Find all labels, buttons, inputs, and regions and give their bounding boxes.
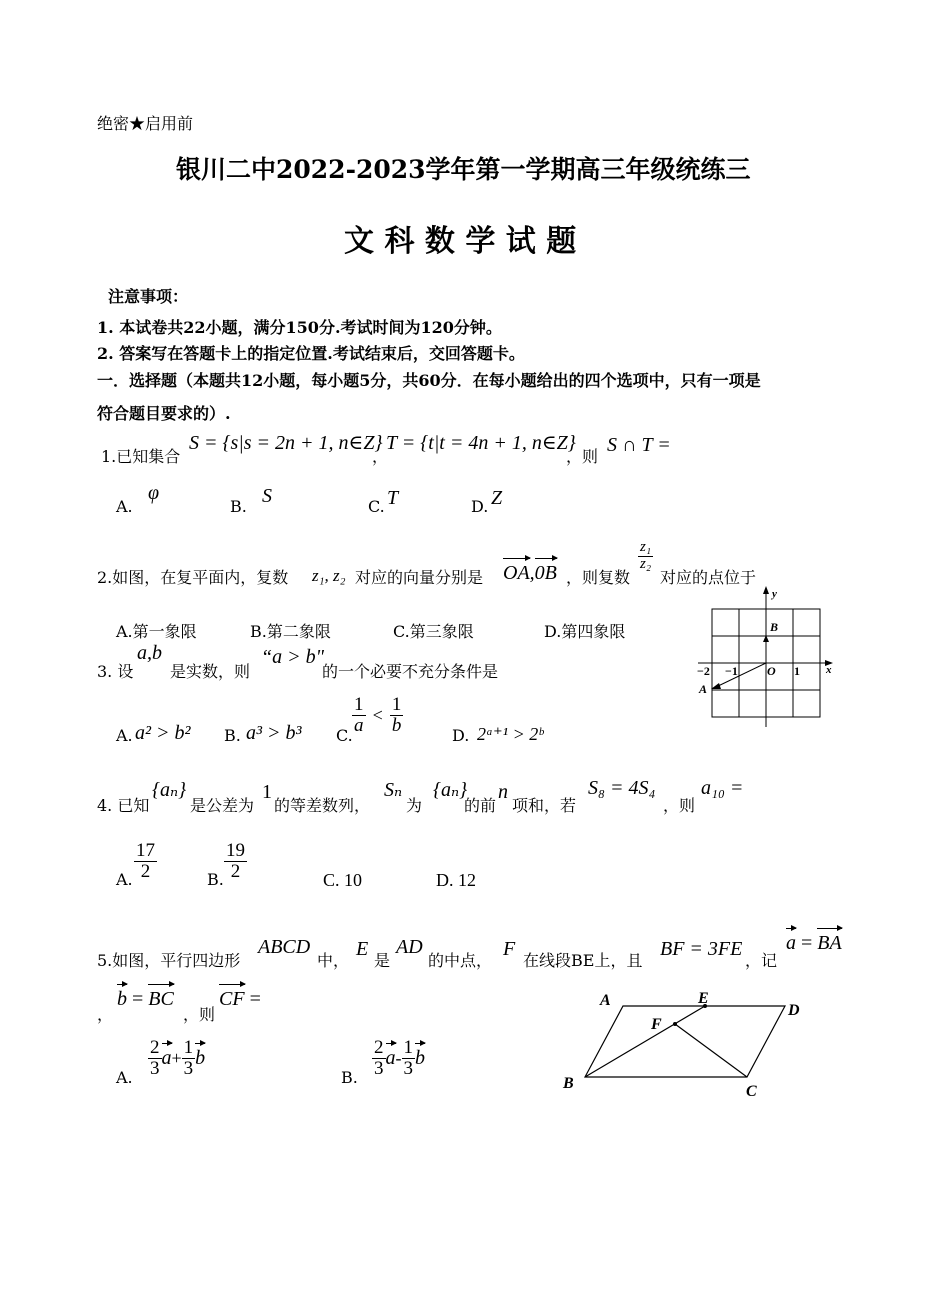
q4-b-den: 2: [230, 860, 241, 882]
section-1-line-1: 一．选择题（本题共12小题，每小题5分，共60分．在每小题给出的四个选项中，只有一项是: [97, 371, 761, 390]
q5-prefix: 5.如图，平行四边形: [97, 951, 241, 970]
q5-a-n1: 2: [150, 1037, 160, 1058]
q4-sequence-2: {aₙ}: [433, 779, 468, 801]
q2-complex-plane-figure: [690, 585, 840, 735]
q5-ad: AD: [396, 936, 423, 958]
q2-suffix: 对应的点位于: [660, 568, 757, 587]
q5-parallelogram-figure: [555, 985, 825, 1100]
q2-mid: 对应的向量分别是: [355, 568, 484, 587]
q5-mid-4: 在线段BE上，且: [523, 951, 643, 970]
q1-then: ，则: [566, 447, 599, 466]
q1-option-b-value: S: [262, 485, 272, 507]
q4-prefix: 4. 已知: [97, 796, 150, 815]
q2-point-b-label: B: [770, 620, 779, 634]
q5-a-vec-a: a: [162, 1043, 172, 1069]
q5-label-b: B: [563, 1075, 574, 1092]
q2-option-d: D.第四象限: [544, 622, 626, 641]
q3-option-d-label: D.: [452, 726, 470, 745]
section-1-line-2: 符合题目要求的）.: [97, 404, 231, 423]
q5-segment-fc: [675, 1024, 747, 1077]
q5-b-vec-a: a: [386, 1043, 396, 1069]
q2-prefix: 2.如图，在复平面内，复数: [97, 568, 289, 587]
q2-option-a: A.第一象限: [116, 622, 197, 641]
q1-option-d-value: Z: [491, 487, 503, 509]
q2-x-label: x: [826, 664, 832, 676]
q1-s-set: S = {s|s = 2n + 1, n∈Z}: [189, 432, 383, 454]
q3-vars: a,b: [137, 642, 162, 664]
q4-ask: a₁₀ =: [701, 777, 744, 799]
q5-ask: [219, 988, 261, 1011]
q2-fraction: [638, 540, 653, 573]
q1-option-a-value: φ: [148, 482, 160, 504]
q4-option-b-label: B.: [207, 870, 224, 889]
notice-heading: 注意事项：: [108, 287, 189, 306]
q4-mid-4: 的前: [464, 796, 497, 815]
q5-b-op: -: [395, 1047, 402, 1068]
q5-mid-2: 是: [374, 951, 391, 970]
q5-a-op: +: [171, 1047, 182, 1068]
q5-b-n2: 1: [403, 1037, 413, 1058]
q2-point-a-label: A: [699, 682, 708, 696]
q5-option-b-value: [372, 1038, 425, 1079]
q5-option-b-label: B.: [341, 1068, 358, 1087]
q5-ask-equals: =: [249, 988, 261, 1010]
q4-a-den: 2: [140, 860, 151, 882]
q5-a-vec-b: b: [195, 1043, 205, 1069]
q4-n: n: [498, 781, 508, 803]
q5-point-f: [673, 1022, 677, 1026]
q3-prefix: 3. 设: [97, 662, 134, 681]
q5-label-e: E: [698, 990, 709, 1007]
q5-b-d1: 3: [374, 1057, 384, 1079]
q1-ask: S ∩ T =: [607, 434, 671, 456]
q5-b-vec-b: b: [415, 1043, 425, 1069]
q3-c-num-2: 1: [391, 694, 402, 715]
secret-label: 绝密★启用前: [97, 114, 194, 133]
q5-comma-2: ，: [97, 1005, 114, 1024]
notice-item-2: 2. 答案写在答题卡上的指定位置.考试结束后，交回答题卡。: [97, 344, 525, 363]
q3-c-den-1: a: [354, 714, 364, 736]
q3-c-operator: <: [372, 704, 383, 725]
q4-option-a-value: [134, 841, 157, 882]
q5-label-a: A: [600, 992, 611, 1009]
q5-vector-cf: CF: [219, 984, 245, 1010]
q5-f: F: [503, 938, 516, 960]
q4-condition: S₈ = 4S₄: [588, 777, 656, 799]
q5-option-a-value: [148, 1038, 205, 1079]
q3-c-den-2: b: [391, 714, 402, 736]
q5-label-f: F: [651, 1016, 662, 1033]
q4-sn: Sₙ: [384, 779, 403, 801]
q1-option-a-label: A.: [116, 497, 133, 516]
q5-a-definition: [786, 932, 842, 955]
q5-vector-bc: BC: [148, 984, 174, 1010]
q5-b-equals: =: [132, 988, 144, 1010]
q2-vector-oa: OA: [503, 558, 530, 584]
q2-option-c: C.第三象限: [393, 622, 474, 641]
q3-option-b-value: a³ > b³: [246, 722, 302, 744]
q2-origin-label: O: [767, 664, 776, 678]
q4-common-difference: 1: [262, 781, 272, 803]
q5-parallelogram: [585, 1006, 785, 1077]
q2-y-label: y: [772, 588, 777, 600]
q3-option-a-label: A.: [116, 726, 133, 745]
q5-then: ，则: [183, 1005, 216, 1024]
q2-z-vars: z₁, z₂: [312, 566, 346, 585]
q4-sequence: {aₙ}: [152, 779, 187, 801]
q2-tick-neg1: −1: [725, 664, 738, 678]
q5-abcd: ABCD: [258, 936, 311, 958]
school-title: 银川二中2022-2023学年第一学期高三年级统练三: [176, 155, 751, 184]
q4-b-num: 19: [226, 840, 245, 861]
q4-option-d: D. 12: [436, 870, 476, 890]
q4-mid-3: 为: [406, 796, 423, 815]
q4-option-a-label: A.: [116, 870, 133, 889]
q3-option-a-value: a² > b²: [135, 722, 191, 744]
q3-suffix: 的一个必要不充分条件是: [322, 662, 499, 681]
q5-a-n2: 1: [183, 1037, 194, 1058]
q5-a-d2: 3: [183, 1057, 194, 1079]
q5-b-n1: 2: [374, 1037, 384, 1058]
q2-tick-1: 1: [794, 664, 800, 678]
q5-e: E: [356, 938, 369, 960]
q5-mid-1: 中，: [317, 951, 350, 970]
subject-title: 文 科 数 学 试 题: [344, 224, 577, 259]
q4-mid-5: 项和，若: [512, 796, 577, 815]
q5-vector-ba: BA: [817, 928, 841, 954]
q4-mid-1: 是公差为: [190, 796, 255, 815]
q1-option-c-label: C.: [368, 497, 385, 516]
q1-prefix: 1.已知集合: [101, 447, 181, 466]
q5-vector-a: a: [786, 928, 796, 954]
q3-option-b-label: B.: [224, 726, 241, 745]
q4-option-b-value: [224, 841, 247, 882]
q1-option-c-value: T: [387, 487, 399, 509]
q3-mid: 是实数，则: [170, 662, 251, 681]
q5-mid-3: 的中点，: [428, 951, 493, 970]
q5-condition: BF = 3FE: [660, 938, 743, 960]
q5-mid-5: ，记: [745, 951, 778, 970]
q2-frac-den: z₂: [640, 555, 652, 572]
q1-option-b-label: B.: [230, 497, 247, 516]
q2-option-b: B.第二象限: [250, 622, 331, 641]
q2-vector-oa-line: [714, 663, 766, 688]
q5-label-c: C: [746, 1083, 757, 1100]
q3-option-c-value: [352, 695, 403, 736]
q5-a-d1: 3: [150, 1057, 160, 1079]
q2-vector-sep: ,: [529, 562, 535, 584]
q4-option-c: C. 10: [323, 870, 363, 890]
q5-label-d: D: [788, 1002, 800, 1019]
q1-t-set: T = {t|t = 4n + 1, n∈Z}: [386, 432, 576, 454]
q4-then: ，则: [663, 796, 696, 815]
q3-option-d-value: 2ᵃ⁺¹ > 2ᵇ: [477, 724, 544, 744]
q1-option-d-label: D.: [471, 497, 489, 516]
q3-c-num-1: 1: [354, 694, 364, 715]
q2-vector-ob: 0B: [535, 558, 557, 584]
q5-vector-b: b: [117, 984, 127, 1010]
q2-then: ，则复数: [566, 568, 631, 587]
q5-b-definition: [117, 988, 174, 1011]
q4-mid-2: 的等差数列，: [274, 796, 371, 815]
q5-b-d2: 3: [403, 1057, 413, 1079]
q3-option-c-label: C.: [336, 726, 353, 745]
q3-condition: “a > b": [261, 646, 325, 668]
q2-y-arrow: [763, 586, 769, 594]
q5-option-a-label: A.: [116, 1068, 133, 1087]
q5-a-equals: =: [801, 932, 813, 954]
q2-tick-neg2: −2: [697, 664, 710, 678]
q2-frac-num: z₁: [640, 539, 652, 555]
q5-segment-be: [585, 1006, 705, 1077]
q4-a-num: 17: [136, 840, 155, 861]
notice-item-1: 1. 本试卷共22小题，满分150分.考试时间为120分钟。: [97, 318, 502, 337]
q1-comma: ，: [372, 447, 389, 466]
q2-vectors: [503, 562, 557, 585]
